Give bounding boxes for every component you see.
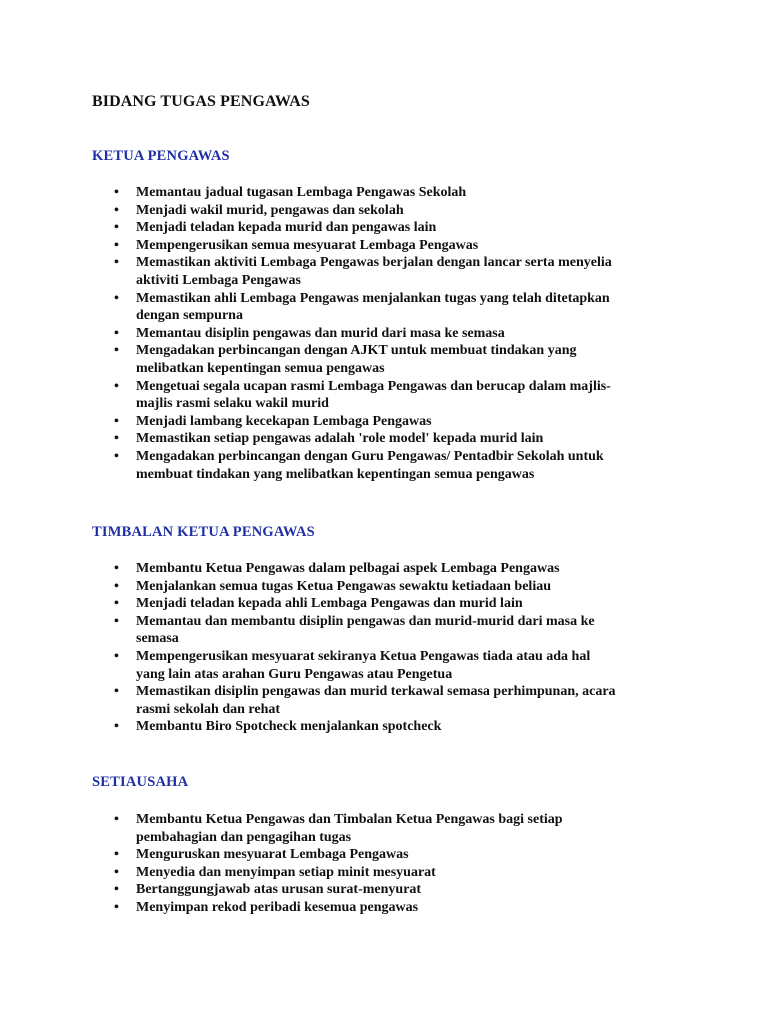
list-item-text: Memastikan aktiviti Lembaga Pengawas berjalan dengan lancar serta menyelia aktiviti Lembaga Pengawas (136, 255, 612, 288)
list-item-text: Menjadi teladan kepada murid dan pengawas lain (136, 220, 437, 236)
bullet-icon: • (114, 882, 119, 898)
bullet-icon: • (114, 578, 119, 594)
document-title: BIDANG TUGAS PENGAWAS (92, 93, 310, 110)
list-item-text: Bertanggungjawab atas urusan surat-menyurat (136, 882, 422, 898)
duty-list-timbalan-ketua-pengawas (0, 560, 620, 736)
list-item (0, 430, 620, 448)
bullet-icon: • (114, 290, 119, 306)
list-item (0, 811, 620, 846)
list-item (0, 290, 620, 325)
list-item (0, 846, 620, 864)
list-item-text: Menjadi teladan kepada ahli Lembaga Pengawas dan murid lain (136, 596, 523, 612)
list-item (0, 413, 620, 431)
bullet-icon: • (114, 255, 119, 271)
bullet-icon: • (114, 378, 119, 394)
bullet-icon: • (114, 561, 119, 576)
list-item (0, 613, 620, 648)
list-item-text: Menjalankan semua tugas Ketua Pengawas sewaktu ketiadaan beliau (136, 578, 551, 594)
list-item (0, 219, 620, 237)
bullet-icon: • (114, 613, 119, 629)
bullet-icon: • (114, 237, 119, 253)
list-item-text: Menguruskan mesyuarat Lembaga Pengawas (136, 847, 409, 863)
list-item-text: Membantu Ketua Pengawas dan Timbalan Ketua Pengawas bagi setiap pembahagian dan pengagihan tugas (136, 812, 563, 845)
list-item (0, 864, 620, 882)
bullet-icon: • (114, 343, 119, 359)
bullet-icon: • (114, 596, 119, 612)
list-item (0, 560, 620, 578)
section-heading-timbalan-ketua-pengawas: TIMBALAN KETUA PENGAWAS (92, 524, 315, 540)
list-item-text: Mempengerusikan mesyuarat sekiranya Ketua Pengawas tiada atau ada hal yang lain atas arahan Guru Pengawas atau Pengetua (136, 648, 591, 682)
bullet-icon: • (114, 185, 119, 200)
list-item-text: Memantau dan membantu disiplin pengawas dan murid-murid dari masa ke semasa (136, 613, 595, 647)
list-item (0, 237, 620, 255)
duty-list-setiausaha (0, 811, 620, 917)
list-item (0, 718, 620, 736)
list-item-text: Menyimpan rekod peribadi kesemua pengawas (136, 899, 419, 915)
list-item-text: Menyedia dan menyimpan setiap minit mesyuarat (136, 864, 436, 880)
list-item-text: Memastikan ahli Lembaga Pengawas menjalankan tugas yang telah ditetapkan dengan sempurna (136, 290, 610, 324)
duty-list-ketua-pengawas (0, 184, 620, 483)
list-item-text: Memantau jadual tugasan Lembaga Pengawas Sekolah (136, 185, 467, 200)
list-item-text: Mengadakan perbincangan dengan AJKT untuk membuat tindakan yang melibatkan kepentingan semua pengawas (136, 343, 577, 376)
list-item-text: Menjadi lambang kecekapan Lembaga Pengawas (136, 413, 432, 429)
bullet-icon: • (114, 202, 119, 218)
list-item (0, 184, 620, 202)
list-item (0, 648, 620, 683)
list-item (0, 595, 620, 613)
list-item (0, 378, 620, 413)
section-heading-ketua-pengawas: KETUA PENGAWAS (92, 148, 230, 164)
list-item (0, 202, 620, 220)
list-item (0, 683, 620, 718)
bullet-icon: • (114, 719, 119, 735)
list-item-text: Memastikan setiap pengawas adalah 'role model' kepada murid lain (136, 431, 544, 447)
list-item (0, 342, 620, 377)
list-item-text: Membantu Biro Spotcheck menjalankan spotcheck (136, 719, 442, 735)
bullet-icon: • (114, 325, 119, 341)
list-item-text: Memantau disiplin pengawas dan murid dari masa ke semasa (136, 325, 505, 341)
list-item (0, 254, 620, 289)
list-item-text: Mengetuai segala ucapan rasmi Lembaga Pengawas dan berucap dalam majlis-majlis rasmi selaku wakil murid (136, 378, 611, 412)
list-item (0, 448, 620, 483)
bullet-icon: • (114, 847, 119, 863)
list-item-text: Membantu Ketua Pengawas dalam pelbagai aspek Lembaga Pengawas (136, 561, 560, 576)
list-item (0, 325, 620, 343)
list-item (0, 881, 620, 899)
list-item (0, 578, 620, 596)
list-item-text: Menjadi wakil murid, pengawas dan sekolah (136, 202, 404, 218)
bullet-icon: • (114, 448, 119, 464)
list-item (0, 899, 620, 917)
bullet-icon: • (114, 431, 119, 447)
bullet-icon: • (114, 220, 119, 236)
bullet-icon: • (114, 413, 119, 429)
bullet-icon: • (114, 864, 119, 880)
section-heading-setiausaha: SETIAUSAHA (92, 774, 189, 790)
bullet-icon: • (114, 899, 119, 915)
list-item-text: Mengadakan perbincangan dengan Guru Pengawas/ Pentadbir Sekolah untuk membuat tindakan yang melibatkan kepentingan semua pengawas (136, 448, 604, 482)
list-item-text: Memastikan disiplin pengawas dan murid terkawal semasa perhimpunan, acara rasmi sekolah dan rehat (136, 684, 616, 717)
bullet-icon: • (114, 812, 119, 827)
bullet-icon: • (114, 684, 119, 700)
bullet-icon: • (114, 648, 119, 664)
list-item-text: Mempengerusikan semua mesyuarat Lembaga Pengawas (136, 237, 479, 253)
